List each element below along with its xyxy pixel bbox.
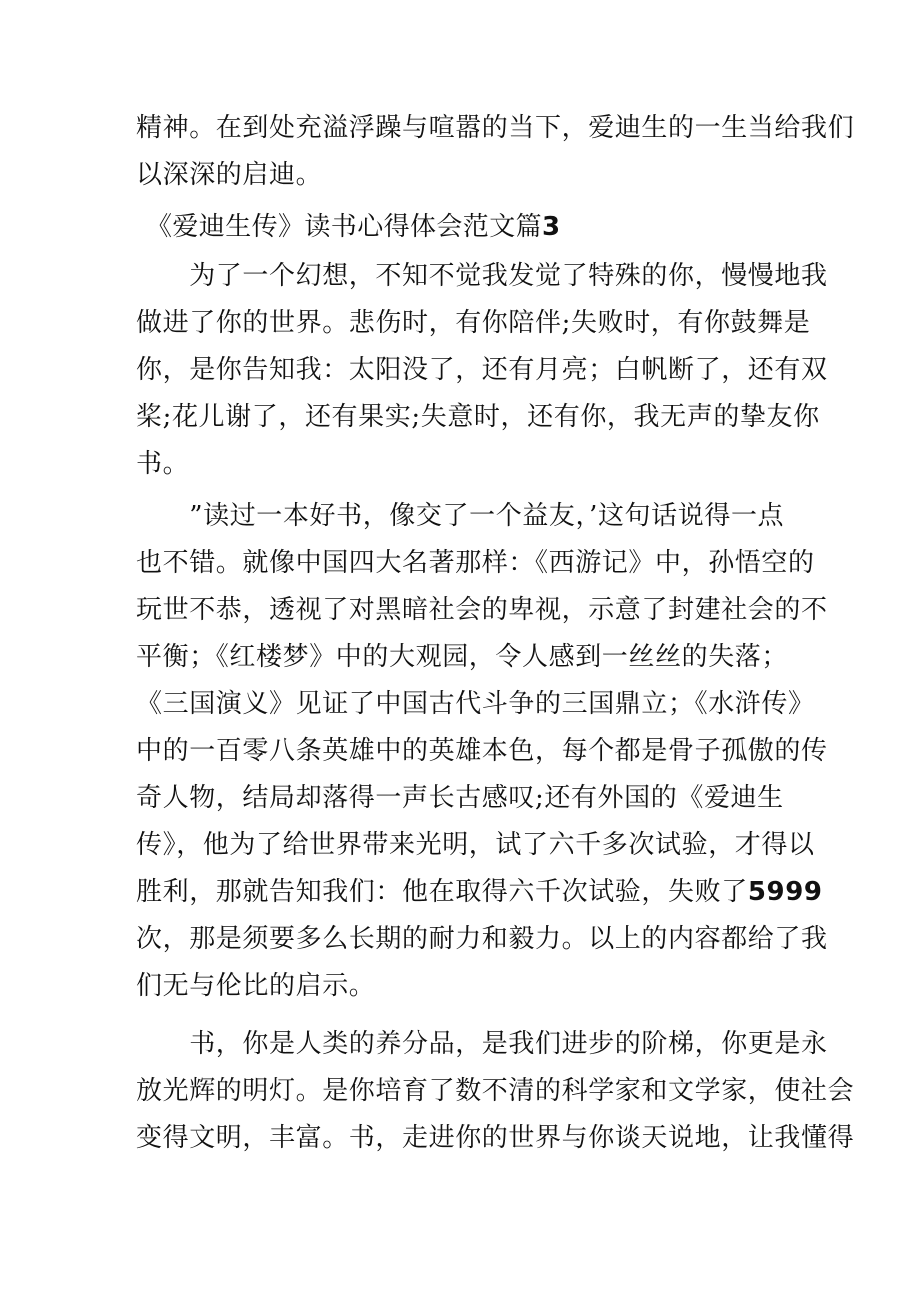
text-line: 们无与伦比的启示。 bbox=[136, 971, 376, 1001]
heading-text: 《爱迪生传》读书心得体会范文篇 bbox=[146, 212, 543, 242]
text-line: ”读过一本好书，像交了一个益友，’这句话说得一点 bbox=[136, 501, 785, 531]
text-line: 放光辉的明灯。是你培育了数不清的科学家和文学家，使社会 bbox=[136, 1076, 855, 1106]
text-line: 平衡；《红楼梦》中的大观园，令人感到一丝丝的失落； bbox=[136, 642, 789, 672]
text-line: 奇人物，结局却落得一声长古感叹;还有外国的《爱迪生 bbox=[136, 783, 784, 813]
line-text: 胜利，那就告知我们：他在取得六千次试验，失败了 bbox=[136, 877, 748, 907]
text-line: 为了一个幻想，不知不觉我发觉了特殊的你，慢慢地我 bbox=[136, 261, 828, 291]
text-line: 《三国演义》见证了中国古代斗争的三国鼎立；《水浒传》 bbox=[136, 689, 815, 719]
section-heading bbox=[146, 207, 561, 247]
paragraph-2 bbox=[136, 493, 828, 1010]
text-line: 做进了你的世界。悲伤时，有你陪伴;失败时，有你鼓舞是 bbox=[136, 308, 811, 338]
text-line: 你，是你告知我：太阳没了，还有月亮；白帆断了，还有双 bbox=[136, 355, 828, 385]
text-line: 次，那是须要多么长期的耐力和毅力。以上的内容都给了我 bbox=[136, 924, 828, 954]
text-line: 玩世不恭，透视了对黑暗社会的卑视，示意了封建社会的不 bbox=[136, 595, 828, 625]
text-line: 精神。在到处充溢浮躁与喧嚣的当下，爱迪生的一生当给我们 bbox=[136, 113, 855, 143]
text-line bbox=[136, 869, 823, 916]
text-line: 桨;花儿谢了，还有果实;失意时，还有你，我无声的挚友你 bbox=[136, 402, 820, 432]
text-line: 变得文明，丰富。书，走进你的世界与你谈天说地，让我懂得 bbox=[136, 1123, 855, 1153]
text-line: 书。 bbox=[136, 449, 190, 479]
paragraph-1 bbox=[136, 253, 828, 488]
paragraph-3 bbox=[136, 1021, 855, 1162]
intro-paragraph bbox=[136, 105, 855, 199]
text-line: 也不错。就像中国四大名著那样：《西游记》中，孙悟空的 bbox=[136, 548, 815, 578]
failure-count: 5999 bbox=[747, 877, 823, 907]
heading-number: 3 bbox=[542, 212, 561, 242]
text-line: 以深深的启迪。 bbox=[136, 160, 323, 190]
text-line: 中的一百零八条英雄中的英雄本色，每个都是骨子孤傲的传 bbox=[136, 736, 828, 766]
text-line: 书，你是人类的养分品，是我们进步的阶梯，你更是永 bbox=[136, 1029, 828, 1059]
text-line: 传》，他为了给世界带来光明，试了六千多次试验，才得以 bbox=[136, 830, 815, 860]
